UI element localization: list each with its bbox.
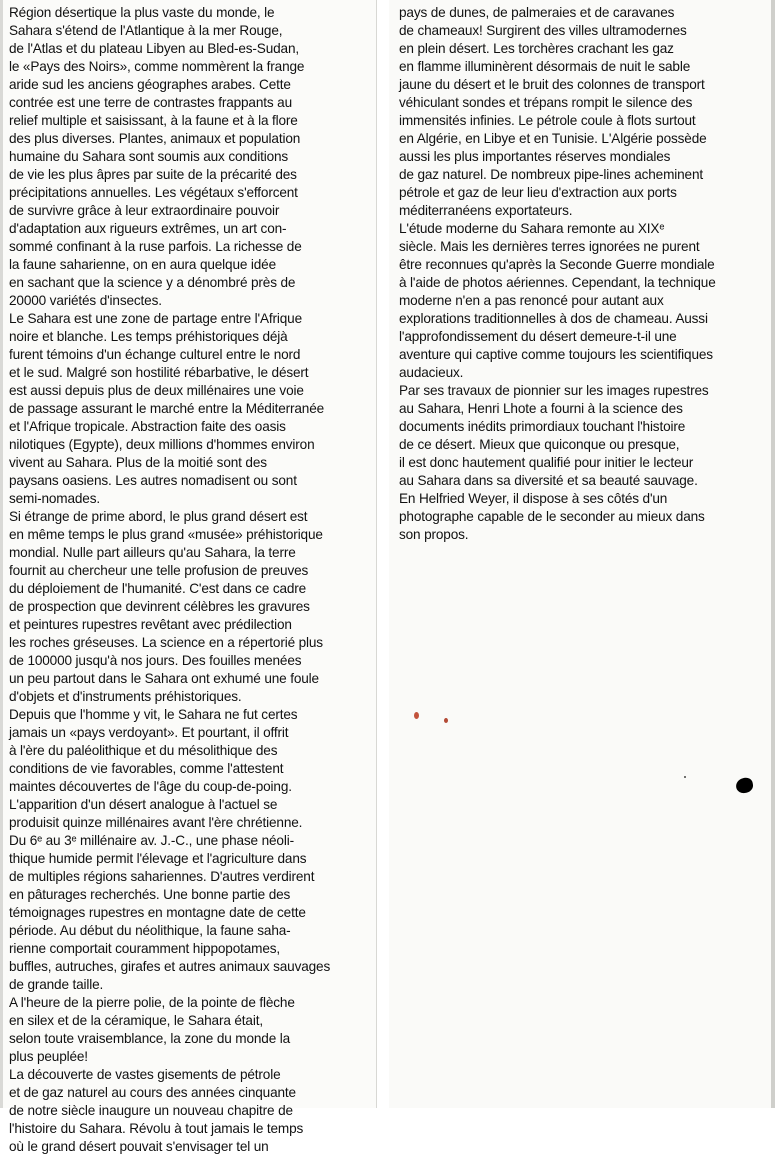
text-line: de passage assurant le marché entre la Méditerranée xyxy=(9,401,325,416)
text-line: le «Pays des Noirs», comme nommèrent la frange xyxy=(9,59,305,74)
text-line: en sachant que la science y a dénombré près de xyxy=(9,275,296,290)
right-text-column xyxy=(399,4,716,544)
text-line: L'apparition d'un désert analogue à l'actuel se xyxy=(9,797,278,812)
text-line: jamais un «pays verdoyant». Et pourtant, il offrit xyxy=(9,725,289,740)
left-text-column xyxy=(9,4,330,1156)
text-line: en silex et de la céramique, le Sahara était, xyxy=(9,1013,263,1028)
text-line: siècle. Mais les dernières terres ignorées ne purent xyxy=(399,239,700,254)
text-line: de survivre grâce à leur extraordinaire pouvoir xyxy=(9,203,280,218)
text-line: la faune saharienne, on en aura quelque idée xyxy=(9,257,277,272)
text-line: explorations traditionnelles à dos de chameau. Aussi xyxy=(399,311,708,326)
text-line: et peintures rupestres revêtant avec prédilection xyxy=(9,617,292,632)
text-line: et le sud. Malgré son hostilité rébarbative, le désert xyxy=(9,365,309,380)
text-line: noire et blanche. Les temps préhistoriques déjà xyxy=(9,329,288,344)
text-line: rienne comportait couramment hippopotames, xyxy=(9,941,281,956)
text-line: Depuis que l'homme y vit, le Sahara ne fut certes xyxy=(9,707,298,722)
page-edge xyxy=(771,0,775,1108)
text-line: d'adaptation aux rigueurs extrêmes, un art con- xyxy=(9,221,287,236)
text-line: de multiples régions sahariennes. D'autres verdirent xyxy=(9,869,315,884)
text-line: jaune du désert et le bruit des colonnes de transport xyxy=(399,77,705,92)
text-line: documents inédits primordiaux touchant l'histoire xyxy=(399,419,686,434)
text-line: maintes découvertes de l'âge du coup-de-poing. xyxy=(9,779,292,794)
text-line: méditerranéens exportateurs. xyxy=(399,203,573,218)
text-line: des plus diverses. Plantes, animaux et population xyxy=(9,131,301,146)
text-line: paysans oasiens. Les autres nomadisent ou sont xyxy=(9,473,297,488)
text-line: en flamme illuminèrent désormais de nuit le sable xyxy=(399,59,691,74)
text-line: buffles, autruches, girafes et autres animaux sauvages xyxy=(9,959,331,974)
text-line: au Sahara dans sa diversité et sa beauté sauvage. xyxy=(399,473,698,488)
text-line: aventure qui captive comme toujours les scientifiques xyxy=(399,347,713,362)
text-line: de 100000 jusqu'à nos jours. Des fouilles menées xyxy=(9,653,302,668)
page-edge xyxy=(0,0,3,1108)
text-line: mondial. Nulle part ailleurs qu'au Sahara, la terre xyxy=(9,545,296,560)
text-line: au Sahara, Henri Lhote a fourni à la science des xyxy=(399,401,683,416)
red-stain-mark xyxy=(444,718,448,723)
text-line: l'histoire du Sahara. Révolu à tout jamais le temps xyxy=(9,1121,304,1136)
text-line: un peu partout dans le Sahara ont exhumé une foule xyxy=(9,671,319,686)
text-line: est aussi depuis plus de deux millénaires une voie xyxy=(9,383,304,398)
text-line: relief multiple et saisissant, à la faune et à la flore xyxy=(9,113,298,128)
left-page xyxy=(0,0,376,1154)
text-line: moderne n'en a pas renoncé pour autant aux xyxy=(399,293,664,308)
text-line: Par ses travaux de pionnier sur les images rupestres xyxy=(399,383,709,398)
text-line: A l'heure de la pierre polie, de la pointe de flèche xyxy=(9,995,295,1010)
text-line: de chameaux! Surgirent des villes ultramodernes xyxy=(399,23,687,38)
text-line: photographe capable de le seconder au mieux dans xyxy=(399,509,705,524)
text-line: précipitations annuelles. Les végétaux s'efforcent xyxy=(9,185,298,200)
red-stain-mark xyxy=(414,712,419,719)
text-line: de grande taille. xyxy=(9,977,104,992)
text-line: à l'aide de photos aériennes. Cependant, la technique xyxy=(399,275,716,290)
right-page xyxy=(389,0,775,1108)
text-line: 20000 variétés d'insectes. xyxy=(9,293,162,308)
text-line: et l'Afrique tropicale. Abstraction faite des oasis xyxy=(9,419,286,434)
text-line: les roches gréseuses. La science en a répertorié plus xyxy=(9,635,323,650)
text-line: de prospection que devinrent célèbres les gravures xyxy=(9,599,310,614)
text-line: humaine du Sahara sont soumis aux conditions xyxy=(9,149,289,164)
text-line: en pâturages recherchés. Une bonne partie des xyxy=(9,887,291,902)
text-line: véhiculant sondes et trépans rompit le silence des xyxy=(399,95,693,110)
text-line: furent témoins d'un échange culturel entre le nord xyxy=(9,347,301,362)
text-line: en même temps le plus grand «musée» préhistorique xyxy=(9,527,323,542)
text-line: à l'ère du paléolithique et du mésolithique des xyxy=(9,743,278,758)
text-line: de gaz naturel. De nombreux pipe-lines acheminent xyxy=(399,167,703,182)
text-line: où le grand désert pouvait s'envisager tel un xyxy=(9,1139,269,1154)
text-line: Si étrange de prime abord, le plus grand désert est xyxy=(9,509,308,524)
text-line: plus peuplée! xyxy=(9,1049,88,1064)
text-line: nilotiques (Egypte), deux millions d'hommes environ xyxy=(9,437,315,452)
text-line: pays de dunes, de palmeraies et de caravanes xyxy=(399,5,675,20)
text-line: et de gaz naturel au cours des années cinquante xyxy=(9,1085,296,1100)
text-line: L'étude moderne du Sahara remonte au XIXᵉ xyxy=(399,221,665,236)
text-line: pétrole et gaz de leur lieu d'extraction aux ports xyxy=(399,185,677,200)
text-line: La découverte de vastes gisements de pétrole xyxy=(9,1067,281,1082)
text-line: En Helfried Weyer, il dispose à ses côtés d'un xyxy=(399,491,668,506)
text-line: en Algérie, en Libye et en Tunisie. L'Algérie possède xyxy=(399,131,707,146)
text-line: de l'Atlas et du plateau Libyen au Bled-es-Sudan, xyxy=(9,41,299,56)
text-line: en plein désert. Les torchères crachant les gaz xyxy=(399,41,674,56)
text-line: du déploiement de l'humanité. C'est dans ce cadre xyxy=(9,581,307,596)
text-line: d'objets et d'instruments préhistoriques. xyxy=(9,689,242,704)
text-line: il est donc hautement qualifié pour initier le lecteur xyxy=(399,455,694,470)
text-line: audacieux. xyxy=(399,365,464,380)
text-line: Le Sahara est une zone de partage entre l'Afrique xyxy=(9,311,303,326)
text-line: vivent au Sahara. Plus de la moitié sont des xyxy=(9,455,267,470)
text-line: de vie les plus âpres par suite de la précarité des xyxy=(9,167,297,182)
text-line: produisit quinze millénaires avant l'ère chrétienne. xyxy=(9,815,303,830)
text-line: thique humide permit l'élevage et l'agriculture dans xyxy=(9,851,307,866)
text-line: immensités infinies. Le pétrole coule à flots surtout xyxy=(399,113,696,128)
text-line: témoignages rupestres en montagne date de cette xyxy=(9,905,306,920)
text-line: sommé confinant à la ruse parfois. La richesse de xyxy=(9,239,302,254)
dust-speck-mark xyxy=(684,776,686,778)
text-line: aussi les plus importantes réserves mondiales xyxy=(399,149,671,164)
text-line: Sahara s'étend de l'Atlantique à la mer Rouge, xyxy=(9,23,283,38)
text-line: contrée est une terre de contrastes frappants au xyxy=(9,95,292,110)
text-line: Du 6ᵉ au 3ᵉ millénaire av. J.-C., une phase néoli- xyxy=(9,833,294,848)
text-line: de ce désert. Mieux que quiconque ou presque, xyxy=(399,437,680,452)
text-line: semi-nomades. xyxy=(9,491,100,506)
text-line: selon toute vraisemblance, la zone du monde la xyxy=(9,1031,291,1046)
text-line: conditions de vie favorables, comme l'attestent xyxy=(9,761,284,776)
text-line: son propos. xyxy=(399,527,469,542)
text-line: Région désertique la plus vaste du monde, le xyxy=(9,5,275,20)
text-line: période. Au début du néolithique, la faune saha- xyxy=(9,923,291,938)
text-line: aride sud les anciens géographes arabes. Cette xyxy=(9,77,291,92)
ink-blot-mark xyxy=(735,776,755,794)
text-line: de notre siècle inaugure un nouveau chapitre de xyxy=(9,1103,293,1118)
text-line: l'approfondissement du désert demeure-t-il une xyxy=(399,329,677,344)
text-line: fournit au chercheur une telle profusion de preuves xyxy=(9,563,309,578)
text-line: être reconnues qu'après la Seconde Guerre mondiale xyxy=(399,257,715,272)
